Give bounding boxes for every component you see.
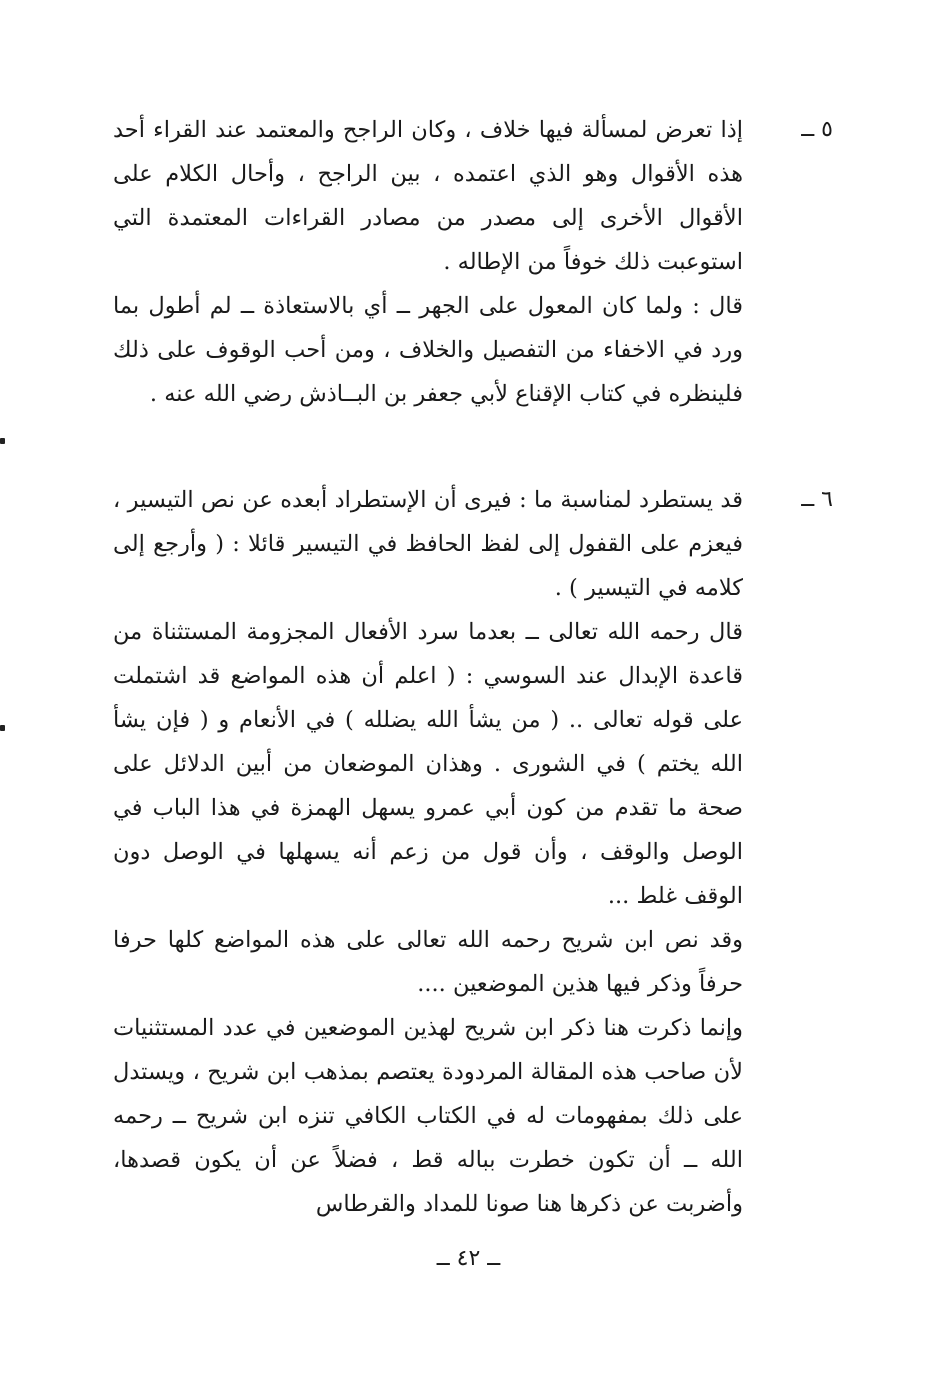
item-body: [113, 478, 743, 1226]
scan-edge-mark: [0, 438, 5, 444]
list-item-5: [113, 108, 833, 416]
paragraph: قال : ولما كان المعول على الجهر ــ أي بالاستعاذة ــ لم أطول بما ورد في الاخفاء من التفصيل والخلاف ، ومن أحب الوقوف على ذلك فلينظره في كتاب الإقناع لأبي جعفر بن البــاذش رضي الله عنه .: [113, 293, 743, 407]
paragraph: قد يستطرد لمناسبة ما : فيرى أن الإستطراد أبعده عن نص التيسير ، فيعزم على القفول إلى لفظ الحافظ في التيسير قائلا : ( وأرجع إلى كلامه في التيسير ) .: [113, 487, 743, 601]
paragraph: وقد نص ابن شريح رحمه الله تعالى على هذه المواضع كلها حرفا حرفاً وذكر فيها هذين الموضعين ....: [113, 927, 743, 997]
paragraph: قال رحمه الله تعالى ــ بعدما سرد الأفعال المجزومة المستثناة من قاعدة الإبدال عند السوسي : ( اعلم أن هذه المواضع قد اشتملت على قوله تعالى .. ( من يشأ الله يضلله ) في الأنعام و ( فإن يشأ الله يختم ) في الشورى . وهذان الموضعان من أبين الدلائل على صحة ما تقدم من كون أبي عمرو يسهل الهمزة في هذا الباب في الوصل والوقف ، وأن قول من زعم أنه يسهلها في الوصل دون الوقف غلط ...: [113, 619, 743, 909]
item-number: ٥ ــ: [801, 117, 833, 142]
scan-edge-mark: [0, 725, 5, 731]
paragraph: إذا تعرض لمسألة فيها خلاف ، وكان الراجح والمعتمد عند القراء أحد هذه الأقوال وهو الذي اعتمده ، بين الراجح ، وأحال الكلام على الأقوال الأخرى إلى مصدر من مصادر القراءات المعتمدة التي استوعبت ذلك خوفاً من الإطاله .: [113, 117, 743, 275]
paragraph: وإنما ذكرت هنا ذكر ابن شريح لهذين الموضعين في عدد المستثنيات لأن صاحب هذه المقالة المردودة يعتصم بمذهب ابن شريح ، ويستدل على ذلك بمفهومات له في الكتاب الكافي تنزه ابن شريح ــ رحمه الله ــ أن تكون خطرت بباله قط ، فضلاً عن أن يكون قصدها، وأضربت عن ذكرها هنا صونا للمداد والقرطاس: [113, 1015, 743, 1217]
item-body: [113, 108, 743, 416]
list-item-6: [113, 478, 833, 1226]
page-number: ــ ٤٢ ــ: [436, 1246, 501, 1271]
item-number: ٦ ــ: [801, 487, 833, 512]
